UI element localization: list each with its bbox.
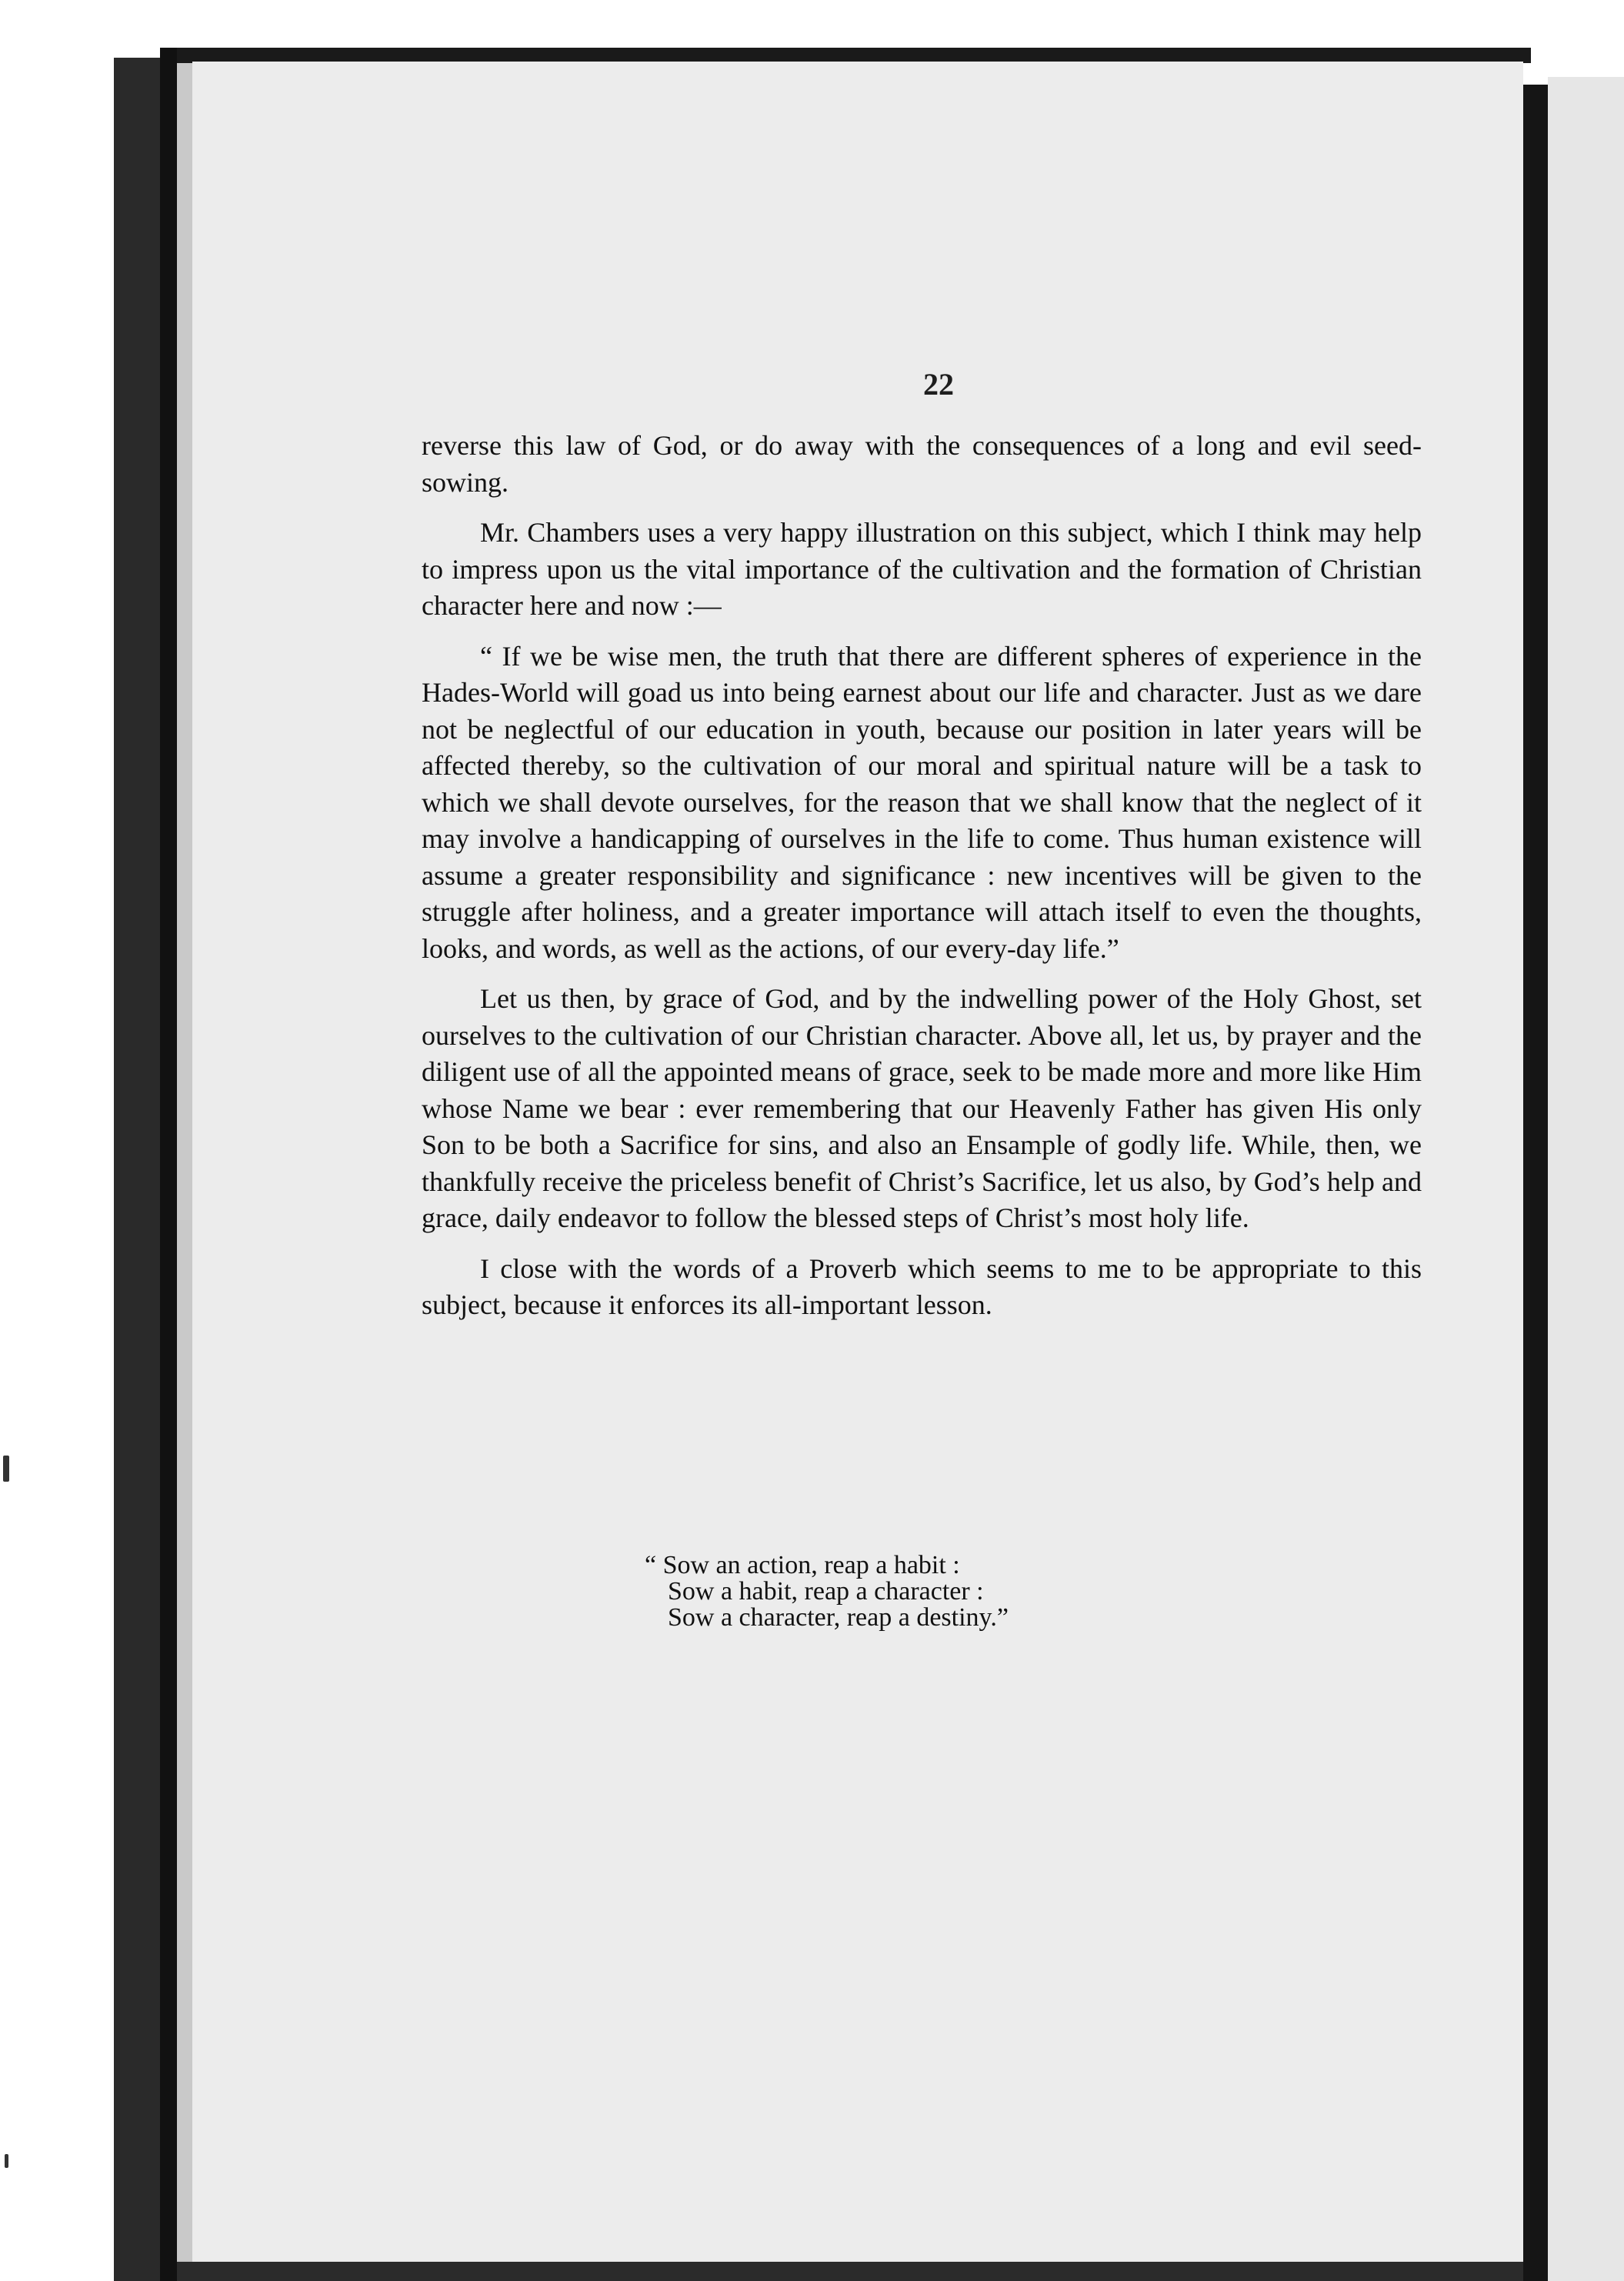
body-text [422,428,1422,1324]
verse-line: Sow a character, reap a destiny.” [668,1603,1009,1632]
paragraph-continued: reverse this law of God, or do away with the consequences of a long and evil seed-sowing. [422,430,1422,498]
paragraph: Let us then, by grace of God, and by the indwelling power of the Holy Ghost, set ourselves to the cultivation of our Christian character. Above all, let us, by prayer and the diligent use of all the appointed means of grace, seek to be made more and more like Him whose Name we bear : ever remembering that our Heavenly Father has given His only Son to be both a Sacrifice for sins, and also an Ensample of godly life. While, then, we thankfully receive the priceless benefit of Christ’s Sacrifice, let us also, by God’s help and grace, daily endeavor to follow the blessed steps of Christ’s most holy life. [422,983,1422,1233]
verse-line: “ Sow an action, reap a habit : [645,1551,960,1579]
proverb-verse [645,1552,1009,1631]
facing-page [1548,77,1624,2281]
page-top-edge [177,48,1531,63]
page-edge [177,54,192,2281]
scan-speck [3,1456,9,1482]
block-quote: “ If we be wise men, the truth that there are different spheres of experience in the Hades-World will goad us into being earnest about our life and character. Just as we dare not be neglectful of our education in youth, because our position in later years will be affected thereby, so the cultivation of our moral and spiritual nature will be a task to which we shall devote ourselves, for the reason that we shall know that the neglect of it may involve a handicapping of ourselves in the life to come. Thus human existence will assume a greater responsibility and significance : new incentives will be given to the struggle after holiness, and a greater importance will attach itself to even the thoughts, looks, and words, as well as the actions, of our every-day life.” [422,640,1422,964]
verse-line: Sow a habit, reap a character : [668,1577,984,1606]
paragraph: I close with the words of a Proverb which seems to me to be appropriate to this subject, because it enforces its all-important lesson. [422,1252,1422,1320]
book-spine [114,58,160,2281]
page-number: 22 [923,367,954,402]
book-binding [160,48,177,2281]
page-bottom-edge [177,2262,1523,2281]
paragraph: Mr. Chambers uses a very happy illustration on this subject, which I think may help to impress upon us the vital importance of the cultivation and the formation of Christian character here and now :— [422,517,1422,621]
page-gutter [1523,85,1548,2281]
scan-speck [5,2154,8,2168]
